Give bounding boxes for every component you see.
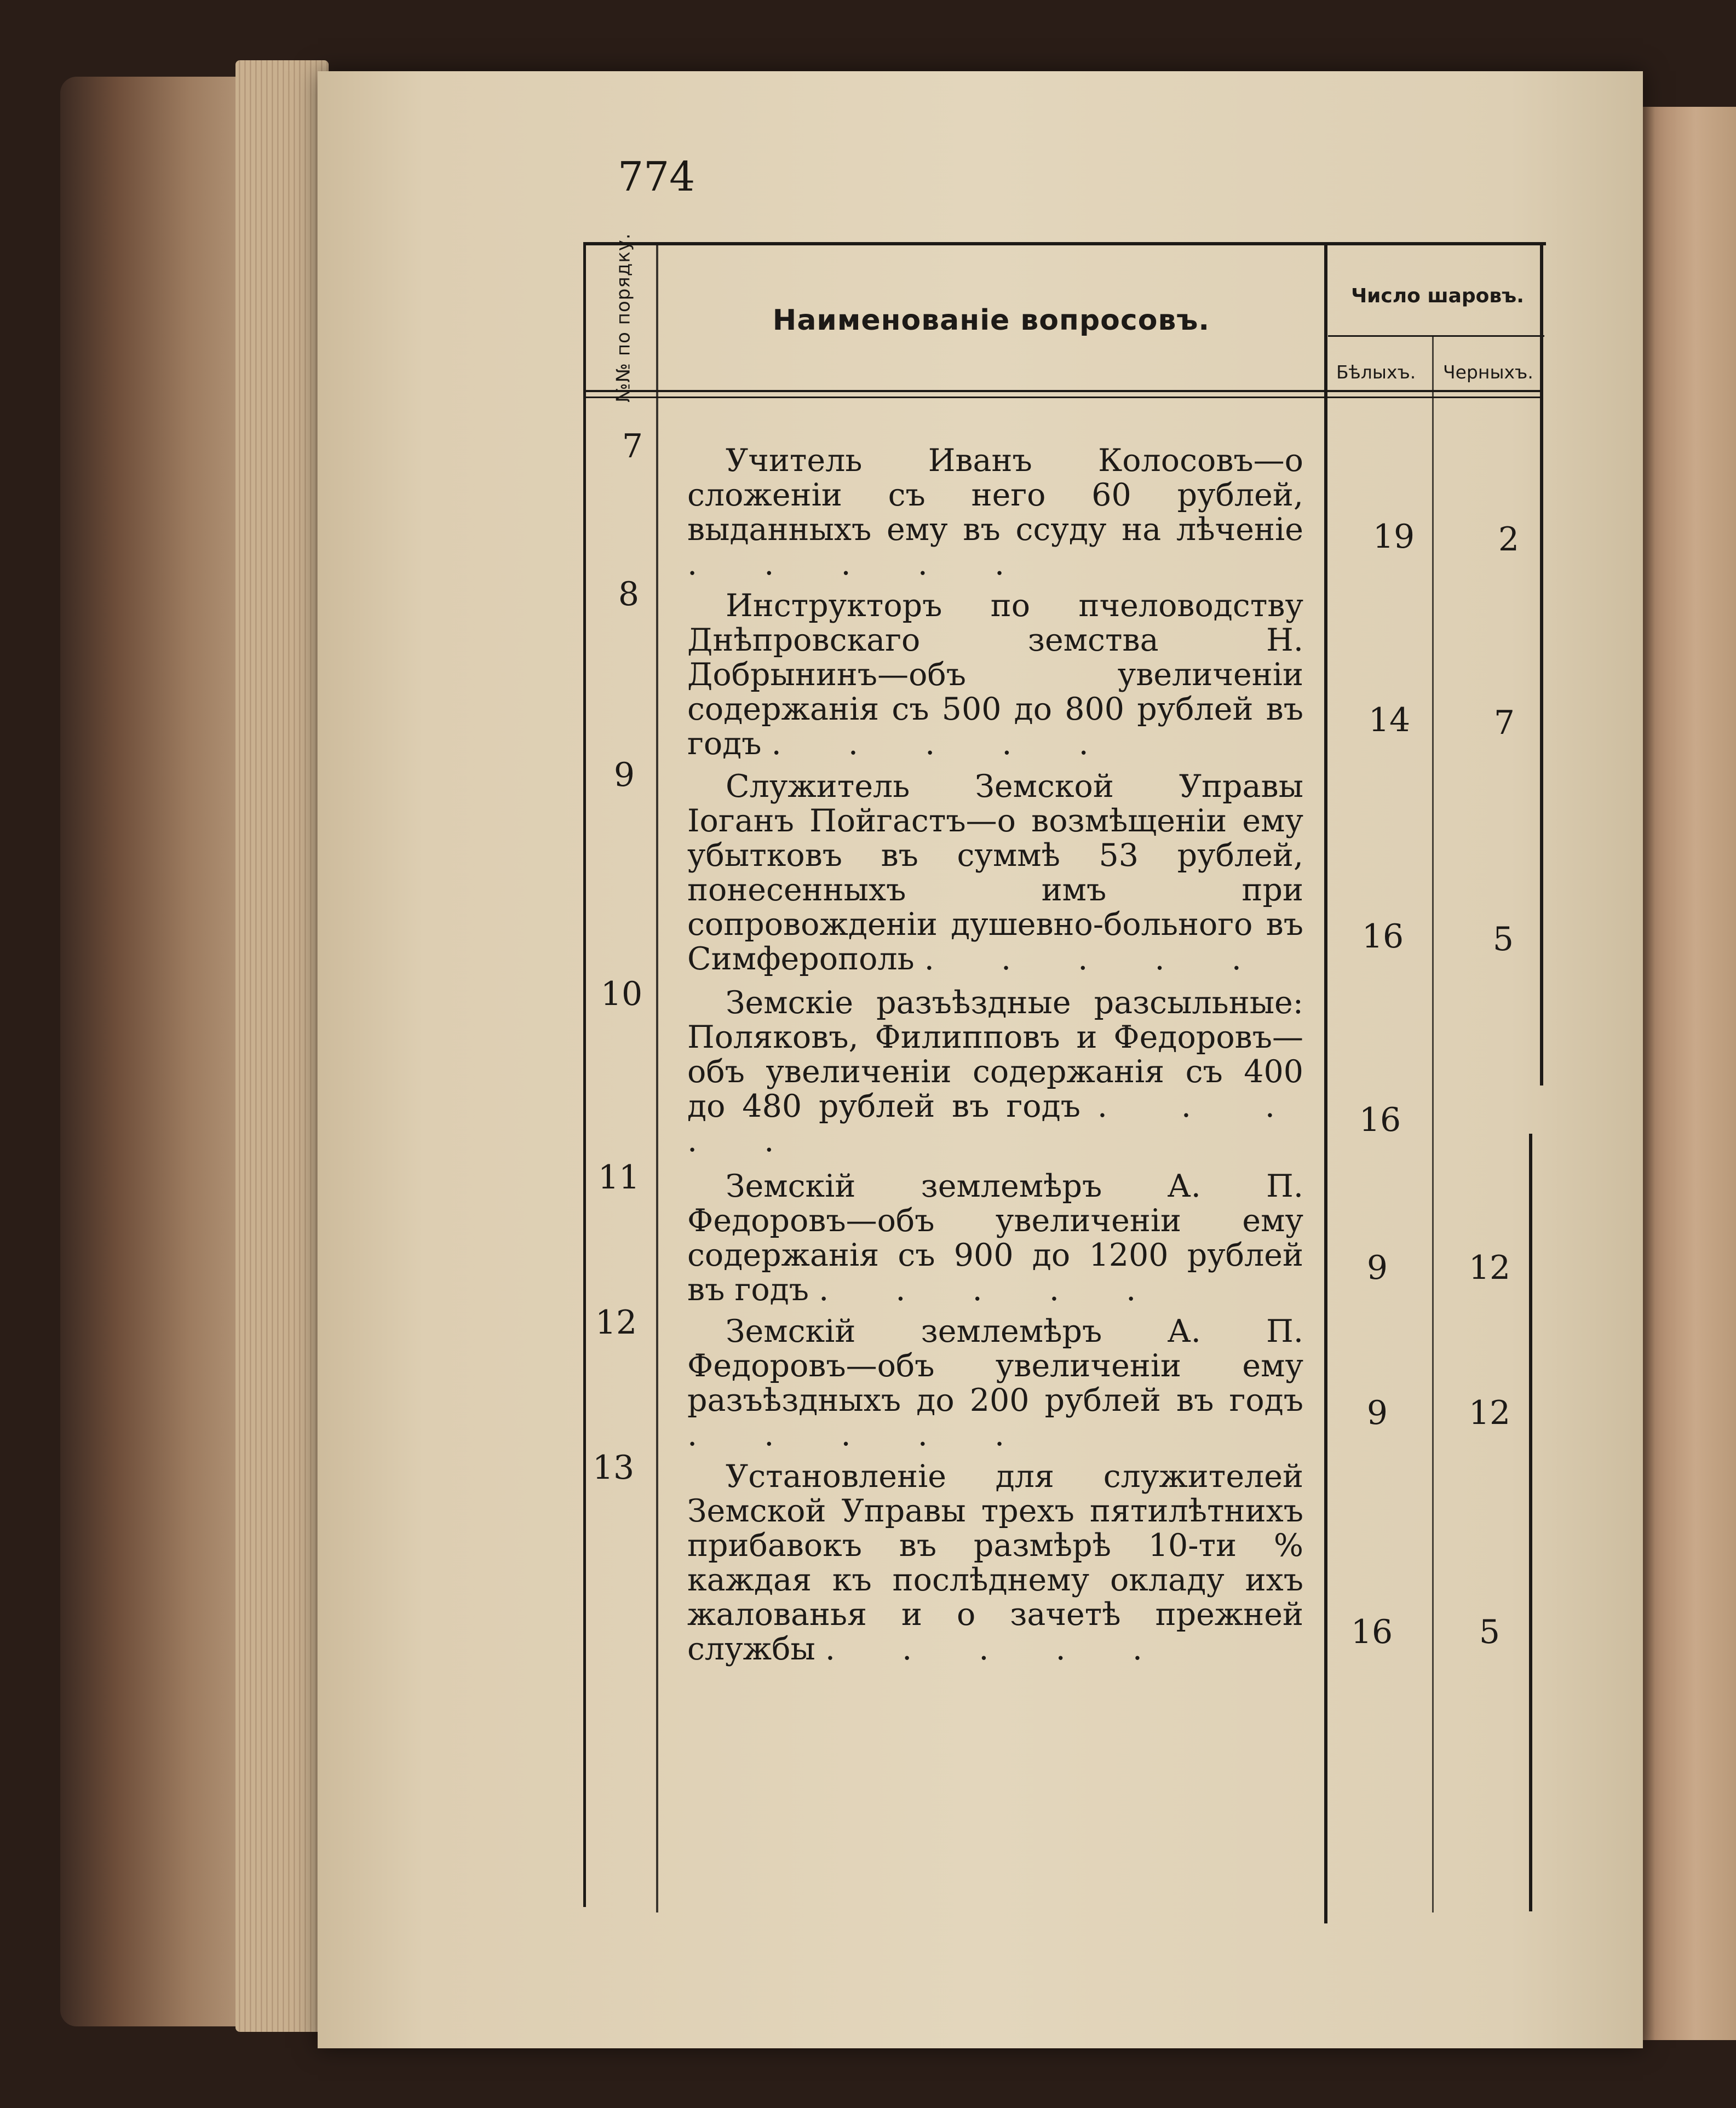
header-title: Наименованiе вопросовъ. <box>772 304 1210 337</box>
row-white: 16 <box>1361 917 1404 956</box>
row-number: 8 <box>618 575 640 613</box>
row-black: 12 <box>1468 1249 1511 1287</box>
row-white: 9 <box>1366 1249 1388 1287</box>
row-number: 12 <box>595 1303 637 1342</box>
row-number: 10 <box>600 975 643 1013</box>
page-number: 774 <box>618 153 695 200</box>
row-black: 7 <box>1493 704 1515 742</box>
leader-dots: . . . . . <box>687 1088 1304 1159</box>
row-text <box>687 986 1303 1158</box>
leader-dots: . . . . . <box>687 1417 1033 1453</box>
row-number: 7 <box>622 427 643 466</box>
row-black: 5 <box>1492 920 1514 958</box>
row-question: Инструкторъ по пчеловодству Днѣпровскаго земства Н. Добрынинъ—объ увеличенiи содержанiя съ 500 до 800 рублей въ годъ <box>687 588 1303 762</box>
page-stack <box>235 60 329 2032</box>
num-col-divider <box>656 242 658 1912</box>
header-black: Черныхъ. <box>1443 361 1533 383</box>
row-text <box>687 769 1303 977</box>
left-border <box>583 242 586 1907</box>
row-black: 12 <box>1468 1394 1511 1432</box>
row-white: 16 <box>1359 1101 1401 1139</box>
header-bottom-rule-1 <box>585 390 1543 392</box>
header-balls: Число шаровъ. <box>1351 285 1524 307</box>
row-question: Земскiе разъѣздные разсыльные: Поляковъ, Филипповъ и Федоровъ—объ увеличенiи содержанiя съ 400 до 480 рублей въ годъ <box>687 985 1303 1124</box>
row-question: Служитель Земской Управы Iоганъ Пойгастъ—о возмѣщенiи ему убытковъ въ суммѣ 53 рублей, понесенныхъ имъ при сопровожденiи душевно-больного въ Симферополь <box>687 768 1303 977</box>
row-text <box>687 1314 1303 1452</box>
row-white: 16 <box>1350 1613 1393 1651</box>
balls-divider-rule <box>1328 335 1544 337</box>
header-bottom-rule-2 <box>585 397 1543 398</box>
facing-page-edge <box>1635 107 1736 2040</box>
row-question: Учитель Иванъ Колосовъ—о сложенiи съ него 60 рублей, выданныхъ ему въ ссуду на лѣченiе <box>687 443 1303 548</box>
table-top-rule <box>585 242 1546 245</box>
white-col-divider <box>1324 242 1327 1923</box>
row-black: 5 <box>1479 1613 1501 1651</box>
row-white: 14 <box>1368 701 1411 739</box>
leader-dots: . . . . . <box>819 1272 1165 1308</box>
row-text <box>687 589 1303 761</box>
leader-dots: . . . . . <box>687 546 1033 582</box>
header-number-label: №№ по порядку. <box>613 233 635 403</box>
row-question: Установленiе для служителей Земской Управы трехъ пятилѣтнихъ прибавокъ въ размѣрѣ 10-ти % каждая къ послѣднему окладу ихъ жалованья и о зачетѣ прежней службы <box>687 1458 1303 1667</box>
row-number: 9 <box>613 756 635 794</box>
row-white: 9 <box>1366 1394 1388 1432</box>
row-text <box>687 1169 1303 1307</box>
row-white: 19 <box>1372 518 1415 556</box>
black-col-divider <box>1432 335 1434 1912</box>
right-border <box>1540 242 1543 1085</box>
row-black: 2 <box>1498 520 1520 559</box>
row-text <box>687 1460 1303 1667</box>
header-white: Бѣлыхъ. <box>1336 361 1416 383</box>
header-number-column <box>590 233 657 403</box>
row-text <box>687 444 1303 582</box>
row-number: 11 <box>597 1158 640 1197</box>
row-question: Земскiй землемѣръ А. П. Федоровъ—объ увеличенiи ему разъѣздныхъ до 200 рублей въ годъ <box>687 1313 1303 1418</box>
leader-dots: . . . . . <box>825 1631 1171 1667</box>
row-number: 13 <box>592 1449 635 1487</box>
row-question: Земскiй землемѣръ А. П. Федоровъ—объ увеличенiи ему содержанiя съ 900 до 1200 рублей въ годъ <box>687 1168 1303 1308</box>
leader-dots: . . . . . <box>771 726 1117 762</box>
leader-dots: . . . . . <box>924 941 1270 977</box>
